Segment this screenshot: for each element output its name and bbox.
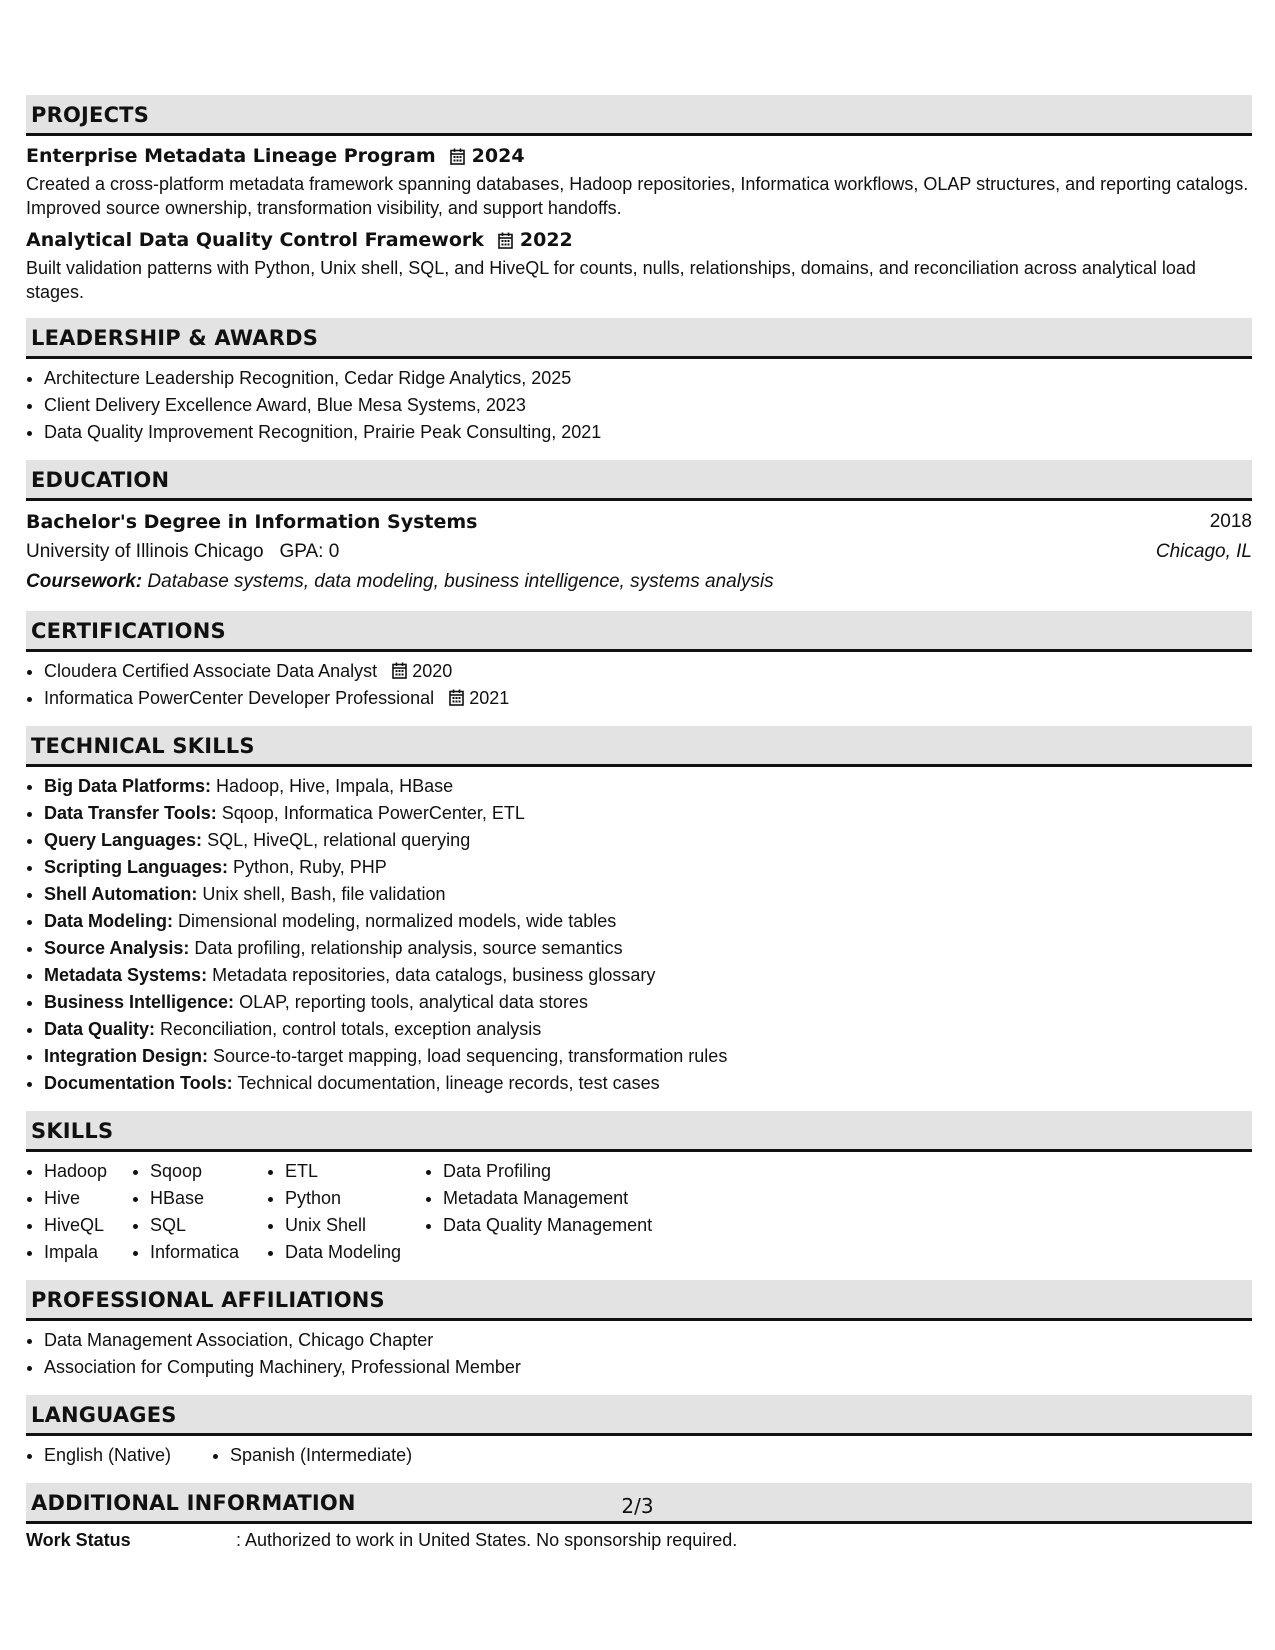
skill-values: Data profiling, relationship analysis, source semantics: [194, 938, 623, 958]
list-item: • Sqoop: [150, 1158, 267, 1185]
list-item: • SQL: [150, 1212, 267, 1239]
calendar-icon: [450, 148, 465, 165]
list-item: • Impala: [44, 1239, 132, 1266]
skill-values: Sqoop, Informatica PowerCenter, ETL: [221, 803, 525, 823]
project-year: 2022: [519, 229, 573, 251]
skill-values: Unix shell, Bash, file validation: [202, 884, 446, 904]
gpa: GPA: 0: [279, 541, 340, 562]
list-item: • Unix Shell: [285, 1212, 425, 1239]
skill-category: Data Quality:: [44, 1019, 156, 1039]
skill-values: Python, Ruby, PHP: [233, 857, 387, 877]
list-item: • Architecture Leadership Recognition, Cedar Ridge Analytics, 2025: [44, 365, 1252, 392]
skill-category: Metadata Systems:: [44, 965, 208, 985]
leadership-section: [26, 318, 1252, 446]
skill-category: Scripting Languages:: [44, 857, 229, 877]
skill-category: Integration Design:: [44, 1046, 209, 1066]
list-item: [44, 881, 1252, 908]
section-heading-affiliations: PROFESSIONAL AFFILIATIONS: [26, 1280, 1252, 1321]
list-item: • Association for Computing Machinery, Professional Member: [44, 1354, 1252, 1381]
skills-column: [267, 1158, 425, 1266]
list-item: • ETL: [285, 1158, 425, 1185]
list-item: [44, 1016, 1252, 1043]
list-item: • Data Quality Management: [443, 1212, 703, 1239]
skill-category: Source Analysis:: [44, 938, 190, 958]
list-item: [44, 827, 1252, 854]
languages-list: [26, 1442, 1252, 1469]
skill-category: Documentation Tools:: [44, 1073, 233, 1093]
page-number: 2/3: [621, 1494, 654, 1518]
skill-category: Data Transfer Tools:: [44, 803, 217, 823]
certification-name: Informatica PowerCenter Developer Professional: [44, 688, 435, 708]
skills-section: [26, 1111, 1252, 1266]
project-title: Enterprise Metadata Lineage Program: [26, 145, 436, 167]
certification-year: 2021: [469, 688, 510, 708]
skill-values: OLAP, reporting tools, analytical data stores: [239, 992, 588, 1012]
list-item: • Data Management Association, Chicago Chapter: [44, 1327, 1252, 1354]
work-status-value: : Authorized to work in United States. No sponsorship required.: [236, 1530, 738, 1550]
skills-column: [132, 1158, 267, 1266]
coursework-text: Database systems, data modeling, business intelligence, systems analysis: [147, 571, 774, 592]
list-item: • Data Modeling: [285, 1239, 425, 1266]
technical-skills-list: [26, 773, 1252, 1097]
certifications-section: [26, 611, 1252, 712]
coursework: [26, 567, 1252, 597]
section-heading-leadership: LEADERSHIP & AWARDS: [26, 318, 1252, 359]
list-item: [44, 908, 1252, 935]
projects-section: [26, 95, 1252, 304]
skill-values: Technical documentation, lineage records, test cases: [237, 1073, 660, 1093]
section-heading-technical-skills: TECHNICAL SKILLS: [26, 726, 1252, 767]
project-title: Analytical Data Quality Control Framework: [26, 229, 484, 251]
section-heading-languages: LANGUAGES: [26, 1395, 1252, 1436]
education-section: [26, 460, 1252, 597]
list-item: • Data Quality Improvement Recognition, Prairie Peak Consulting, 2021: [44, 419, 1252, 446]
calendar-icon: [449, 689, 464, 706]
affiliations-section: [26, 1280, 1252, 1381]
awards-list: [26, 365, 1252, 446]
list-item: • HBase: [150, 1185, 267, 1212]
section-heading-education: EDUCATION: [26, 460, 1252, 501]
section-heading-additional-info: ADDITIONAL INFORMATION: [26, 1483, 1252, 1524]
skill-category: Data Modeling:: [44, 911, 173, 931]
skills-column: [425, 1158, 703, 1266]
skill-values: SQL, HiveQL, relational querying: [207, 830, 471, 850]
list-item: [44, 800, 1252, 827]
skill-category: Business Intelligence:: [44, 992, 235, 1012]
project-year: 2024: [471, 145, 525, 167]
technical-skills-section: [26, 726, 1252, 1097]
list-item: • Informatica: [150, 1239, 267, 1266]
skills-column: [26, 1158, 132, 1266]
list-item: • Hive: [44, 1185, 132, 1212]
list-item: [44, 962, 1252, 989]
project-description: Created a cross-platform metadata framework spanning databases, Hadoop repositories, Informatica workflows, OLAP structures, and reporting catalogs. Improved source ownership, transformation visibility, and support handoffs.: [26, 174, 1249, 218]
skill-category: Query Languages:: [44, 830, 203, 850]
skills-columns: [26, 1158, 1252, 1266]
certification-year: 2020: [412, 661, 453, 681]
school-location: Chicago, IL: [1155, 541, 1252, 562]
project-description: Built validation patterns with Python, Unix shell, SQL, and HiveQL for counts, nulls, relationships, domains, and reconciliation across analytical load stages.: [26, 258, 1196, 302]
skill-values: Dimensional modeling, normalized models, wide tables: [178, 911, 617, 931]
skill-category: Big Data Platforms:: [44, 776, 212, 796]
certifications-list: [26, 658, 1252, 712]
list-item: [44, 685, 1252, 712]
project-item: [26, 145, 1252, 220]
list-item: • Client Delivery Excellence Award, Blue Mesa Systems, 2023: [44, 392, 1252, 419]
calendar-icon: [392, 662, 407, 679]
list-item: [44, 1070, 1252, 1097]
list-item: [44, 989, 1252, 1016]
calendar-icon: [498, 232, 513, 249]
list-item: • Hadoop: [44, 1158, 132, 1185]
skill-values: Source-to-target mapping, load sequencing, transformation rules: [213, 1046, 728, 1066]
list-item: • English (Native): [44, 1442, 212, 1469]
list-item: [44, 773, 1252, 800]
school-name: University of Illinois Chicago: [26, 541, 264, 562]
project-item: [26, 229, 1252, 304]
languages-section: [26, 1395, 1252, 1469]
skill-values: Hadoop, Hive, Impala, HBase: [216, 776, 454, 796]
work-status-label: Work Status: [26, 1530, 131, 1550]
list-item: [44, 1043, 1252, 1070]
skill-category: Shell Automation:: [44, 884, 198, 904]
resume-page: [26, 95, 1252, 1565]
coursework-label: Coursework:: [26, 571, 143, 592]
degree-title: Bachelor's Degree in Information Systems: [26, 511, 478, 533]
certification-name: Cloudera Certified Associate Data Analyst: [44, 661, 378, 681]
list-item: • Data Profiling: [443, 1158, 703, 1185]
section-heading-skills: SKILLS: [26, 1111, 1252, 1152]
graduation-year: 2018: [1209, 511, 1252, 532]
section-heading-projects: PROJECTS: [26, 95, 1252, 136]
list-item: • Python: [285, 1185, 425, 1212]
list-item: • Spanish (Intermediate): [230, 1442, 412, 1469]
skill-values: Metadata repositories, data catalogs, business glossary: [212, 965, 656, 985]
list-item: • Metadata Management: [443, 1185, 703, 1212]
section-heading-certifications: CERTIFICATIONS: [26, 611, 1252, 652]
list-item: [44, 658, 1252, 685]
list-item: • HiveQL: [44, 1212, 132, 1239]
skill-values: Reconciliation, control totals, exception analysis: [160, 1019, 542, 1039]
list-item: [44, 854, 1252, 881]
list-item: [44, 935, 1252, 962]
affiliations-list: [26, 1327, 1252, 1381]
